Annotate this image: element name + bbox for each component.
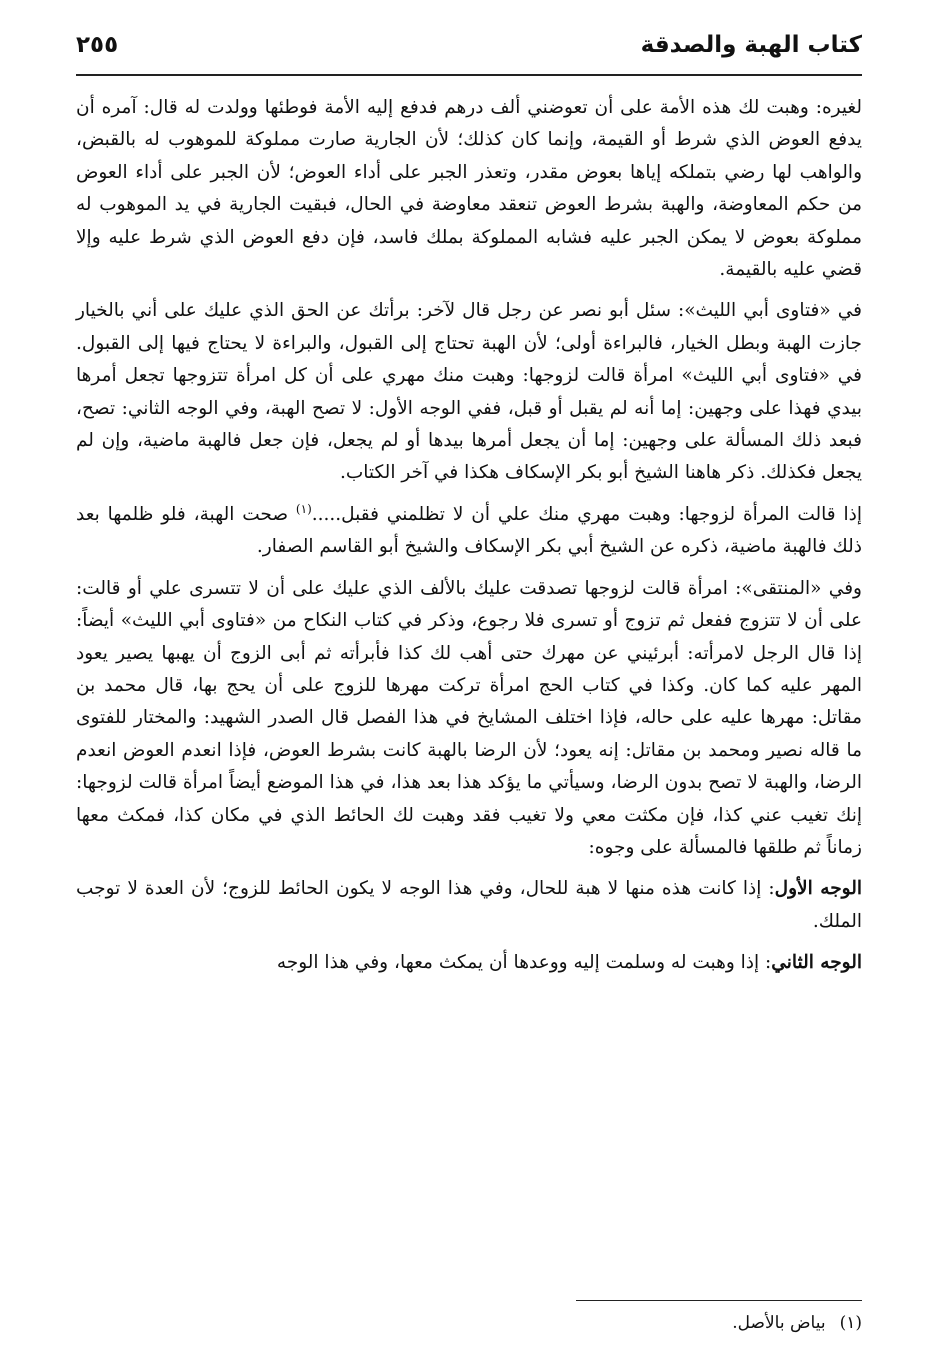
paragraph-text: : إذا وهبت له وسلمت إليه ووعدها أن يمكث معها، وفي هذا الوجه bbox=[276, 952, 772, 974]
paragraph-text: وفي «المنتقى»: امرأة قالت لزوجها تصدقت عليك بالألف الذي عليك على أن لا تتسرى علي أو قالت: على أن لا تتزوج ففعل ثم تزوج أو تسرى فلا رجوع، وذكر في كتاب النكاح من «فتاوى أبي الليث» أيضاً: إذا قال الرجل لامرأته: أبرئيني عن مهرك حتى أهب لك كذا فأبرأته ثم أبى الزوج أن يهبها يصير يعود المهر عليه كما كان. وكذا في كتاب الحج امرأة تركت مهرها للزوج على أن يحج بها، قال محمد بن مقاتل: مهرها عليه على حاله، فإذا اختلف المشايخ في هذا الفصل قال الصدر الشهيد: والمختار للفتوى ما قاله نصير ومحمد بن مقاتل: إنه يعود؛ لأن الرضا بالهبة كانت بشرط العوض، فإذا انعدم العوض انعدم الرضا، والهبة لا تصح بدون الرضا، وسيأتي ما يؤكد هذا بعد هذا، في هذا الموضع أيضاً امرأة قالت لزوجها: إنك تغيب عني كذا، فإن مكثت معي ولا تغيب فقد وهبت لك الحائط الذي في مكان كذا، فمكث معها زماناً ثم طلقها فالمسألة على وجوه: bbox=[76, 577, 862, 858]
paragraph-4 bbox=[76, 573, 862, 865]
page bbox=[76, 30, 862, 1340]
paragraph-3 bbox=[76, 499, 862, 564]
footnote-number: (١) bbox=[839, 1313, 862, 1333]
paragraph-lead: الوجه الثاني bbox=[771, 952, 862, 974]
paragraph-2 bbox=[76, 295, 862, 489]
paragraph-text: في «فتاوى أبي الليث»: سئل أبو نصر عن رجل قال لآخر: برأتك عن الحق الذي عليك على أني بالخيار جازت الهبة وبطل الخيار، فالبراءة أولى؛ لأن الهبة تحتاج إلى القبول، والبراءة لا يحتاج فيها إلى القبول. في «فتاوى أبي الليث» امرأة قالت لزوجها: وهبت منك مهري على أن كل امرأة تتزوجها تجعل أمرها بيدي فهذا على وجهين: إما أنه لم يقبل أو قبل، ففي الوجه الأول: لا تصح الهبة، وفي الوجه الثاني: تصح، فبعد ذلك المسألة على وجهين: إما أن يجعل أمرها بيدها أو لم يجعل، فإن جعل فالهبة ماضية، وإن لم يجعل فكذلك. ذكر هاهنا الشيخ أبو بكر الإسكاف هكذا في آخر الكتاب. bbox=[76, 300, 862, 484]
running-title: كتاب الهبة والصدقة bbox=[640, 32, 862, 58]
header-rule bbox=[76, 74, 862, 76]
paragraph-5 bbox=[76, 873, 862, 938]
paragraph-text: إذا قالت المرأة لزوجها: وهبت مهري منك علي أن لا تظلمني فقبل..... bbox=[311, 503, 862, 525]
body-text bbox=[76, 92, 862, 989]
footnote-reference[interactable]: (١) bbox=[295, 501, 312, 516]
footnote-text: بياض بالأصل. bbox=[732, 1313, 826, 1333]
paragraph-text: : إذا كانت هذه منها لا هبة للحال، وفي هذا الوجه لا يكون الحائط للزوج؛ لأن العدة لا توجب الملك. bbox=[76, 878, 862, 932]
paragraph-lead: الوجه الأول bbox=[774, 878, 862, 900]
paragraph-text-continued: صحت الهبة، فلو ظلمها بعد ذلك فالهبة ماضية، ذكره عن الشيخ أبي بكر الإسكاف والشيخ أبو القاسم الصفار. bbox=[76, 503, 862, 558]
footnote-rule bbox=[576, 1300, 862, 1301]
page-header bbox=[76, 30, 862, 74]
paragraph-6 bbox=[76, 947, 862, 979]
page-number: ٢٥٥ bbox=[76, 32, 119, 58]
paragraph-text: لغيره: وهبت لك هذه الأمة على أن تعوضني ألف درهم فدفع إليه الأمة فوطئها وولدت له قال: آمره أن يدفع العوض الذي شرط أو القيمة، وإنما كان كذلك؛ لأن الجارية صارت مملوكة للموهوب له بالقبض، والواهب لها رضي بتملكه إياها بعوض مقدر، وتعذر الجبر على أداء العوض؛ لأن الجبر على أداء العوض من حكم المعاوضة، والهبة بشرط العوض تنعقد معاوضة في الحال، فبقيت الجارية في يد الموهوب له مملوكة بعوض لا يمكن الجبر عليه فشابه المملوكة بملك فاسد، فإن دفع العوض الذي شرط عليه وإلا قضي عليه بالقيمة. bbox=[76, 97, 862, 281]
footnote bbox=[732, 1313, 862, 1333]
paragraph-1 bbox=[76, 92, 862, 286]
